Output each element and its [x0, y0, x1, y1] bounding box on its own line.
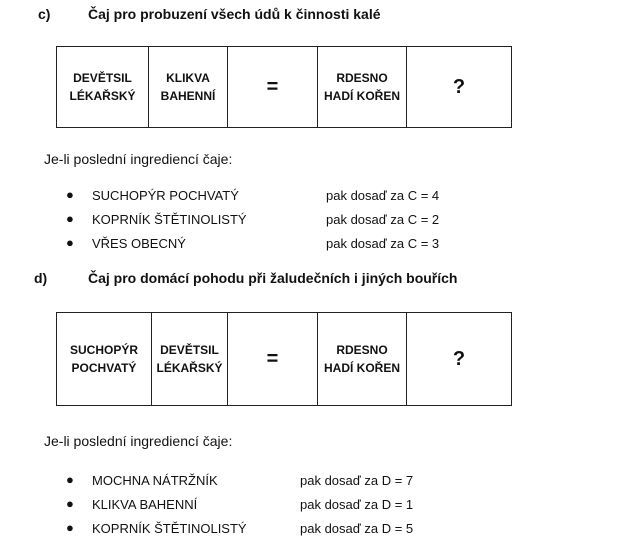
section-c-title: Čaj pro probuzení všech údů k činnosti kalé	[88, 6, 381, 22]
c-cell-2: KLIKVA BAHENNÍ	[160, 71, 216, 103]
section-d-table	[56, 312, 512, 406]
d-item-3-name: KOPRNÍK ŠTĚTINOLISTÝ	[92, 521, 247, 536]
d-item-3-rule: pak dosaď za D = 5	[300, 521, 414, 536]
bullet-icon: ●	[66, 235, 74, 250]
d-cell-question: ?	[452, 348, 466, 370]
bullet-icon: ●	[66, 496, 74, 511]
c-item-3-name: VŘES OBECNÝ	[92, 236, 186, 251]
c-cell-4: RDESNO HADÍ KOŘEN	[323, 71, 400, 103]
c-cell-question: ?	[452, 76, 466, 98]
section-c-table	[56, 46, 512, 128]
bullet-icon: ●	[66, 187, 74, 202]
d-item-2-name: KLIKVA BAHENNÍ	[92, 497, 198, 512]
c-cell-equals: =	[266, 76, 279, 98]
section-c-letter: c)	[38, 6, 51, 22]
section-d-intro: Je-li poslední ingrediencí čaje:	[44, 433, 233, 449]
section-d-title: Čaj pro domácí pohodu při žaludečních i jiných bouřích	[88, 270, 458, 286]
c-item-2-rule: pak dosaď za C = 2	[326, 212, 440, 227]
c-item-1-rule: pak dosaď za C = 4	[326, 188, 440, 203]
d-item-1-rule: pak dosaď za D = 7	[300, 473, 414, 488]
d-item-1-name: MOCHNA NÁTRŽNÍK	[92, 473, 218, 488]
section-c-intro: Je-li poslední ingrediencí čaje:	[44, 151, 233, 167]
bullet-icon: ●	[66, 211, 74, 226]
c-cell-1: DEVĚTSIL LÉKAŘSKÝ	[69, 71, 136, 103]
c-item-2-name: KOPRNÍK ŠTĚTINOLISTÝ	[92, 212, 247, 227]
bullet-icon: ●	[66, 520, 74, 535]
d-cell-2: DEVĚTSIL LÉKAŘSKÝ	[156, 343, 223, 375]
section-d-letter: d)	[34, 270, 48, 286]
c-item-3-rule: pak dosaď za C = 3	[326, 236, 440, 251]
bullet-icon: ●	[66, 472, 74, 487]
d-cell-4: RDESNO HADÍ KOŘEN	[323, 343, 400, 375]
d-cell-1: SUCHOPÝR POCHVATÝ	[69, 343, 138, 375]
d-cell-equals: =	[266, 348, 279, 370]
d-item-2-rule: pak dosaď za D = 1	[300, 497, 414, 512]
c-item-1-name: SUCHOPÝR POCHVATÝ	[92, 188, 239, 203]
